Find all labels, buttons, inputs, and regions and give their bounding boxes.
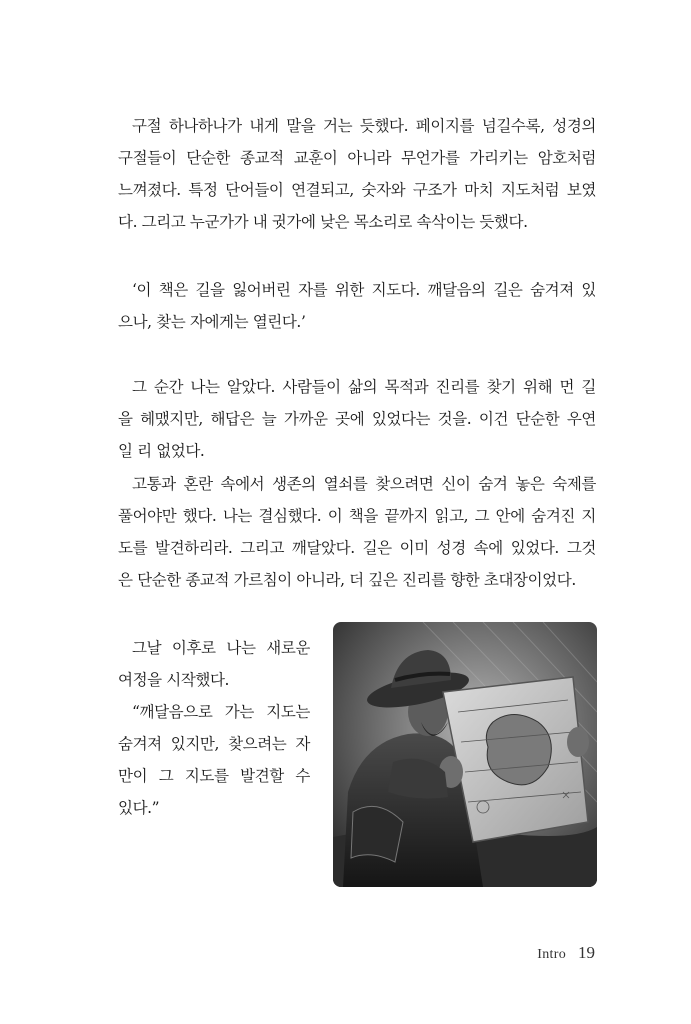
text-line: 은 단순한 종교적 가르침이 아니라, 더 깊은 진리를 향한 초대장이었다. (118, 571, 576, 589)
text-line: 도를 발견하리라. 그리고 깨달았다. 길은 이미 성경 속에 있었다. 그것 (118, 539, 596, 557)
text-line: 고통과 혼란 속에서 생존의 열쇠를 찾으려면 신이 숨겨 놓은 숙제를 (132, 475, 596, 493)
paragraph-4 (118, 632, 310, 696)
text-line: 일 리 없었다. (118, 442, 205, 460)
text-line: ‘이 책은 길을 잃어버린 자를 위한 지도다. 깨달음의 길은 숨겨져 있 (132, 281, 596, 299)
text-line: 그 순간 나는 알았다. 사람들이 삶의 목적과 진리를 찾기 위해 먼 길 (132, 378, 596, 396)
text-line: 그날 이후로 나는 새로운 (132, 639, 310, 657)
right-hand (567, 727, 589, 757)
text-line: 있다.” (118, 799, 160, 817)
paragraph-1 (118, 110, 596, 238)
explorer-map-illustration (333, 622, 597, 887)
section-title: Intro (537, 947, 566, 962)
paragraph-2 (118, 371, 596, 467)
text-line: 구절들이 단순한 종교적 교훈이 아니라 무언가를 가리키는 암호처럼 (118, 149, 596, 167)
quote-1 (118, 274, 596, 338)
map-island (486, 715, 551, 785)
page-footer (537, 943, 595, 963)
text-line: 여정을 시작했다. (118, 671, 230, 689)
paragraph-3 (118, 468, 596, 596)
text-line: 풀어야만 했다. 나는 결심했다. 이 책을 끝까지 읽고, 그 안에 숨겨진 지 (118, 507, 596, 525)
text-line: 다. 그리고 누군가가 내 귓가에 낮은 목소리로 속삭이는 듯했다. (118, 213, 528, 231)
quote-2 (118, 696, 310, 824)
satchel (351, 806, 403, 862)
text-line: 을 헤맸지만, 해답은 늘 가까운 곳에 있었다는 것을. 이건 단순한 우연 (118, 410, 596, 428)
illustration-svg (333, 622, 597, 887)
text-line: 느껴졌다. 특정 단어들이 연결되고, 숫자와 구조가 마치 지도처럼 보였 (118, 181, 596, 199)
text-line: “깨달음으로 가는 지도는 (132, 703, 310, 721)
text-line: 구절 하나하나가 내게 말을 거는 듯했다. 페이지를 넘길수록, 성경의 (132, 117, 596, 135)
text-line: 만이 그 지도를 발견할 수 (118, 767, 310, 785)
text-line: 숨겨져 있지만, 찾으려는 자 (118, 735, 310, 753)
text-line: 으나, 찾는 자에게는 열린다.’ (118, 313, 306, 331)
page-number: 19 (578, 943, 595, 962)
